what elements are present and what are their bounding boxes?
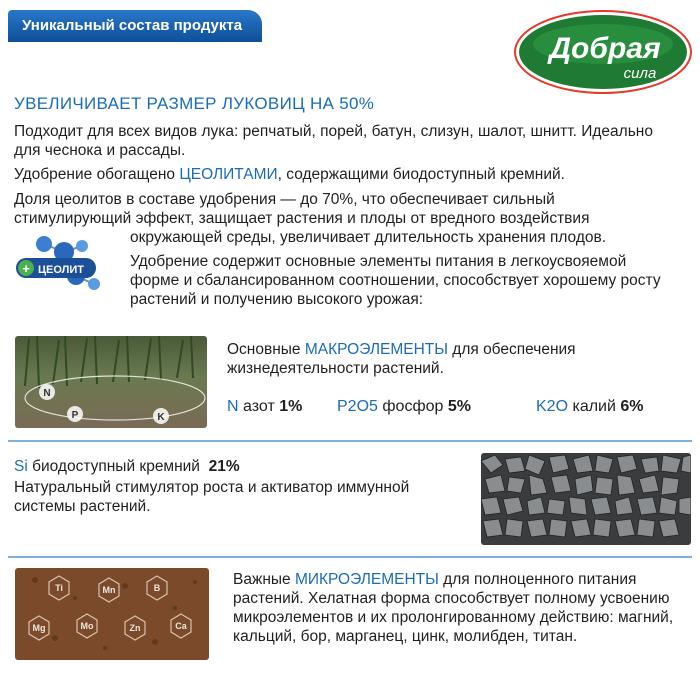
zeolite-stones-photo [481, 453, 691, 545]
macro-potassium [536, 397, 644, 416]
silicon-symbol: Si [14, 458, 28, 475]
svg-text:+: + [22, 261, 30, 276]
paragraph-2-b: , содержащими биодоступный кремний. [277, 166, 565, 183]
micro-text-b: для полноценного питания [438, 571, 637, 588]
badge-zn: Zn [129, 623, 141, 633]
macro-description [227, 340, 576, 378]
phosphorus-percent: 5% [447, 398, 471, 415]
silicon-percent: 21% [208, 458, 240, 475]
zeolite-molecule-icon [12, 234, 122, 296]
paragraph-3-line-3: окружающей среды, увеличивает длительность хранения плодов. [130, 229, 607, 246]
micro-line-4: кальций, бор, марганец, цинк, молибден, титан. [233, 628, 578, 645]
micro-highlight: МИКРОЭЛЕМЕНТЫ [294, 571, 439, 588]
silicon-text: биодоступный кремний [27, 458, 200, 475]
nitrogen-name: азот [243, 398, 275, 415]
nitrogen-percent: 1% [279, 398, 303, 415]
zeolite-label: ЦЕОЛИТ [38, 264, 84, 276]
badge-ca: Ca [175, 621, 187, 631]
section-banner: Уникальный состав продукта [8, 10, 262, 42]
potassium-symbol: K2O [536, 398, 569, 415]
paragraph-1-line-1: Подходит для всех видов лука: репчатый, порей, батун, слизун, шалот, шнитт. Идеально [14, 123, 653, 140]
paragraph-1 [14, 122, 653, 160]
macro-text-b: для обеспечения [447, 341, 576, 358]
badge-b: B [153, 583, 161, 593]
headline: УВЕЛИЧИВАЕТ РАЗМЕР ЛУКОВИЦ НА 50% [14, 94, 375, 113]
paragraph-4-line-1: Удобрение содержит основные элементы питания в легкоусвояемой [130, 253, 627, 270]
paragraph-2-a: Удобрение обогащено [14, 166, 180, 183]
potassium-name: калий [572, 398, 616, 415]
silicon-line-3: системы растений. [14, 498, 151, 515]
micro-line-2: растений. Хелатная форма способствует полному усвоению [233, 590, 670, 607]
paragraph-3-line-1: Доля цеолитов в составе удобрения — до 70%, что обеспечивает сильный [14, 191, 555, 208]
micro-description [233, 570, 673, 646]
photo-label-p: P [71, 410, 79, 421]
phosphorus-symbol: P2O5 [337, 398, 378, 415]
macro-nitrogen [227, 397, 302, 416]
logo-sub: сила [623, 65, 657, 82]
silicon-line-2: Натуральный стимулятор роста и активатор иммунной [14, 479, 410, 496]
silicon-description [14, 457, 409, 516]
macro-text-a: Основные [227, 341, 305, 358]
divider-2 [8, 556, 692, 558]
logo-main: Добрая [549, 32, 661, 65]
phosphorus-name: фосфор [382, 398, 444, 415]
photo-label-k: K [157, 412, 165, 423]
potassium-percent: 6% [620, 398, 644, 415]
paragraph-4-line-3: растений и получению высокого урожая: [130, 291, 424, 308]
zeolite-highlight: ЦЕОЛИТАМИ [179, 166, 278, 183]
paragraph-4 [130, 252, 661, 309]
micro-text-a: Важные [233, 571, 295, 588]
soil-microelements-photo [15, 568, 209, 660]
paragraph-4-line-2: форме и сбалансированном соотношении, способствует хорошему росту [130, 272, 661, 289]
macro-text-line-2: жизнедеятельности растений. [227, 360, 444, 377]
brand-logo [512, 8, 694, 96]
onion-field-photo [15, 336, 207, 428]
photo-label-n: N [43, 388, 51, 399]
badge-mg: Mg [32, 623, 46, 633]
macro-highlight: МАКРОЭЛЕМЕНТЫ [304, 341, 448, 358]
micro-line-3: микроэлементов и их пролонгированному действию: магний, [233, 609, 674, 626]
paragraph-2 [14, 165, 565, 184]
badge-mo: Mo [80, 621, 94, 631]
divider-1 [8, 440, 692, 442]
paragraph-3-line-2: стимулирующий эффект, защищает растения и плоды от вредного воздействия [14, 210, 590, 227]
paragraph-1-line-2: для чеснока и рассады. [14, 142, 186, 159]
macro-phosphorus [337, 397, 471, 416]
badge-mn: Mn [102, 585, 116, 595]
badge-ti: Ti [55, 583, 63, 593]
nitrogen-symbol: N [227, 398, 239, 415]
